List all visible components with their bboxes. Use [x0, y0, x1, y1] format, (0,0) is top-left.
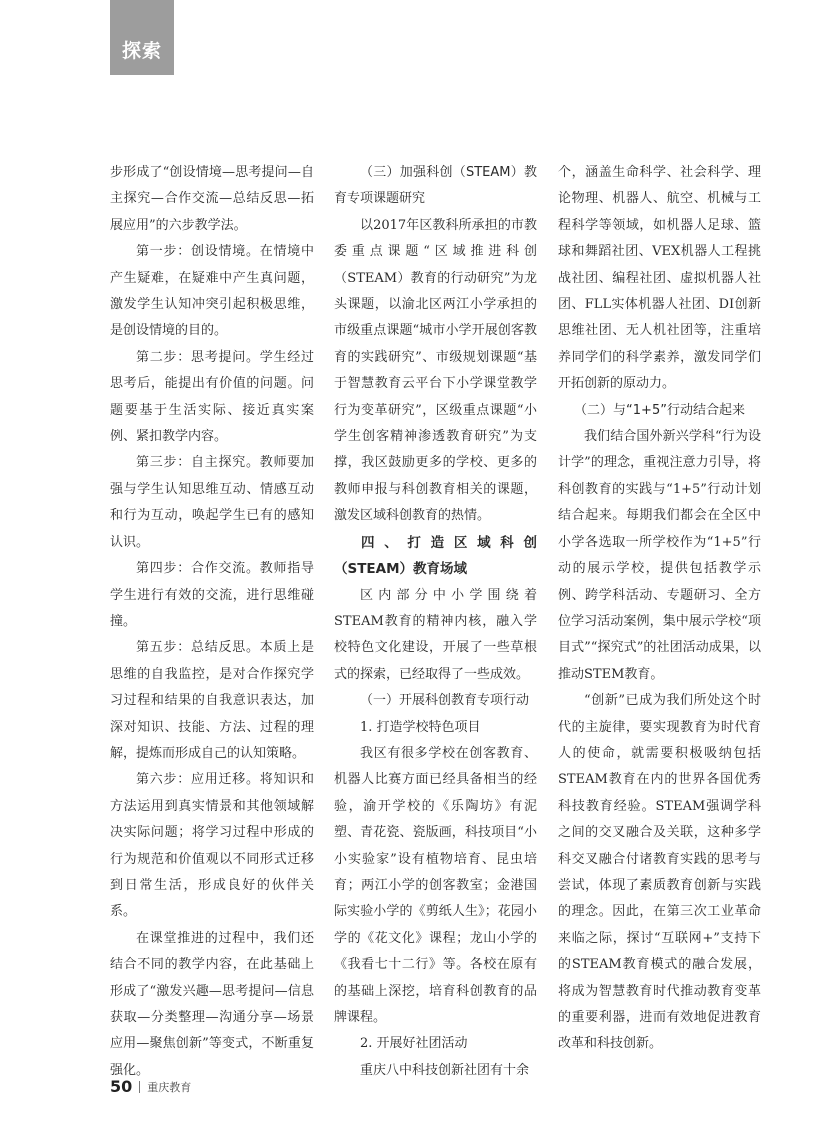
- paragraph: （二）与“1+5”行动结合起来: [574, 402, 745, 418]
- paragraph: （一）开展科创教育专项行动: [360, 693, 530, 709]
- paragraph: 1. 打造学校特色项目: [360, 719, 481, 735]
- paragraph: 区内部分中小学围绕着STEAM教育的精神内核，融入学校特色文化建设，开展了一些草根式的探索，已经取得了一些成效。: [334, 587, 537, 682]
- text-column-1: [110, 160, 314, 1084]
- paragraph: 第二步：思考提问。学生经过思考后，能提出有价值的问题。问题要基于生活实际、接近真实案例、紧扣教学内容。: [110, 349, 314, 445]
- paragraph: 第六步：应用迁移。将知识和方法运用到真实情景和其他领域解决实际问题；将学习过程中形成的行为规范和价值观以不同形式迁移到日常生活，形成良好的伙伴关系。: [110, 772, 314, 920]
- paragraph: 我区有很多学校在创客教育、机器人比赛方面已经具备相当的经验，渝开学校的《乐陶坊》有泥塑、青花瓷、瓷版画，科技项目“小小实验家”设有植物培育、昆虫培育；两江小学的创客教室；金港国际实验小学的《剪纸人生》；花园小学的《花文化》课程；龙山小学的《我看七十二行》等。各校在原有的基础上深挖，培育科创教育的品牌课程。: [334, 745, 537, 1025]
- text-column-3: [558, 160, 761, 1058]
- section-tab-label: 探索: [121, 40, 162, 62]
- page-number: 50: [110, 1077, 133, 1096]
- paragraph: 第三步：自主探究。教师要加强与学生认知思维互动、情感互动和行为互动，唤起学生已有的感知认识。: [110, 455, 314, 550]
- section-tab: [110, 0, 174, 75]
- paragraph: （三）加强科创（STEAM）教育专项课题研究: [334, 165, 537, 207]
- page-footer: [110, 1077, 191, 1096]
- text-column-2: [334, 160, 537, 1084]
- paragraph: 重庆八中科技创新社团有十余: [360, 1062, 530, 1078]
- paragraph: 第四步：合作交流。教师指导学生进行有效的交流，进行思维碰撞。: [110, 561, 314, 629]
- paragraph: 步形成了“创设情境—思考提问—自主探究—合作交流—总结反思—拓展应用”的六步教学法。: [110, 165, 314, 233]
- paragraph: 个，涵盖生命科学、社会科学、理论物理、机器人、航空、机械与工程科学等领域，如机器人足球、篮球和舞蹈社团、VEX机器人工程挑战社团、编程社团、虚拟机器人社团、FLL实体机器人社团、DI创新思维社团、无人机社团等，注重培养同学们的科学素养，激发同学们开拓创新的原动力。: [558, 165, 761, 392]
- paragraph: 在课堂推进的过程中，我们还结合不同的教学内容，在此基础上形成了“激发兴趣—思考提问—信息获取—分类整理—沟通分享—场景应用—聚焦创新”等变式，不断重复强化。: [110, 930, 314, 1078]
- paragraph: 2. 开展好社团活动: [360, 1036, 468, 1052]
- journal-name: 重庆教育: [147, 1080, 192, 1094]
- footer-divider: [139, 1081, 140, 1093]
- paragraph: 我们结合国外新兴学科“行为设计学”的理念，重视注意力引导，将科创教育的实践与“1+5”行动计划结合起来。每期我们都会在全区中小学各选取一所学校作为“1+5”行动的展示学校，提供包括教学示例、跨学科活动、专题研习、全方位学习活动案例，集中展示学校“项目式”“探究式”的社团活动成果，以推动STEM教育。: [558, 429, 761, 682]
- paragraph: 第一步：创设情境。在情境中产生疑难，在疑难中产生真问题，激发学生认知冲突引起积极思维，是创设情境的目的。: [110, 244, 314, 339]
- paragraph: 第五步：总结反思。本质上是思维的自我监控，是对合作探究学习过程和结果的自我意识表达，加深对知识、技能、方法、过程的理解，提炼而形成自己的认知策略。: [110, 640, 314, 761]
- paragraph: 以2017年区教科所承担的市教委重点课题“区域推进科创（STEAM）教育的行动研究”为龙头课题，以渝北区两江小学承担的市级重点课题“城市小学开展创客教育的实践研究”、市级规划课题“基于智慧教育云平台下小学课堂教学行为变革研究”，区级重点课题“小学生创客精神渗透教育研究”为支撑，我区鼓励更多的学校、更多的教师申报与科创教育相关的课题，激发区域科创教育的热情。: [334, 217, 537, 524]
- paragraph: “创新”已成为我们所处这个时代的主旋律，要实现教育为时代育人的使命，就需要积极吸纳包括STEAM教育在内的世界各国优秀科技教育经验。STEAM强调学科之间的交叉融合及关联，这种多学科交叉融合付诸教育实践的思考与尝试，体现了素质教育创新与实践的理念。因此，在第三次工业革命来临之际，探讨“互联网+”支持下的STEAM教育模式的融合发展，将成为智慧教育时代推动教育变革的重要利器，进而有效地促进教育改革和科技创新。: [558, 693, 761, 1052]
- paragraph: 四、打造区域科创（STEAM）教育场域: [334, 534, 537, 578]
